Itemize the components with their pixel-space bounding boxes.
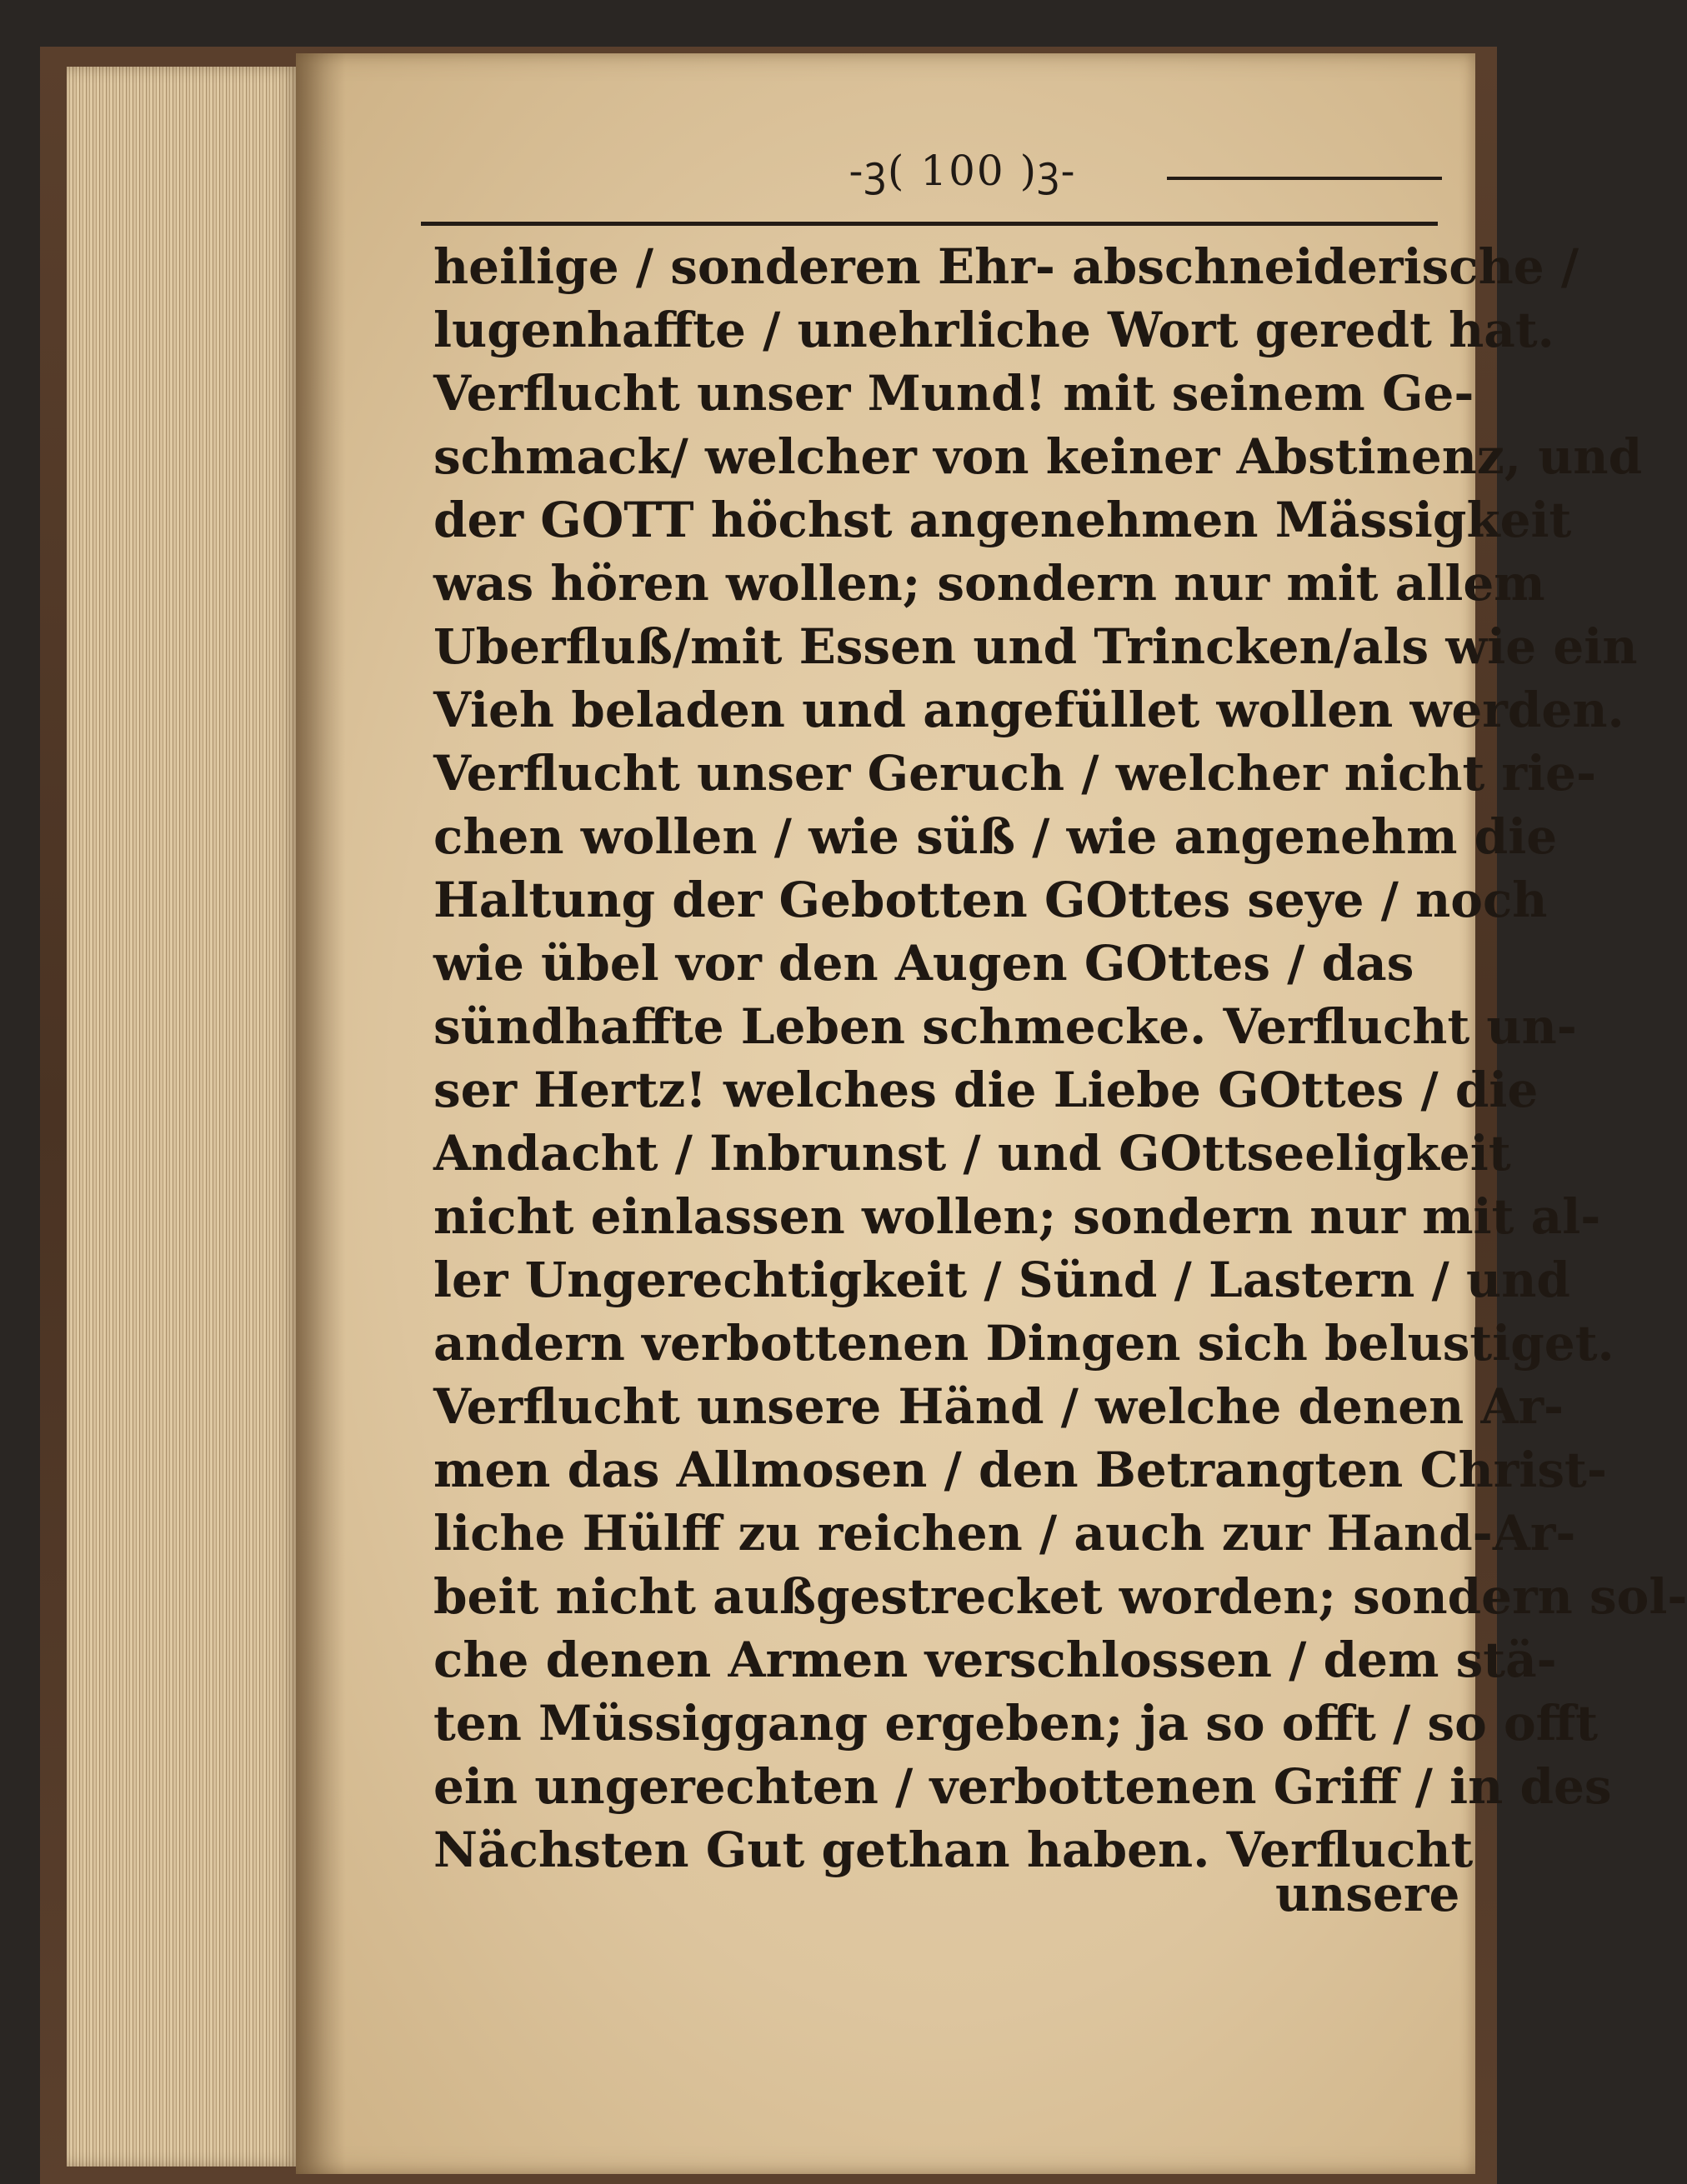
text-line: chen wollen / wie süß / wie angenehm die xyxy=(433,808,1558,865)
text-line: andern verbottenen Dingen sich belustiget. xyxy=(433,1315,1614,1372)
text-line: wie übel vor den Augen GOttes / das xyxy=(433,935,1414,992)
text-line: ten Müssiggang ergeben; ja so offt / so offt xyxy=(433,1695,1599,1752)
spine-shadow xyxy=(296,53,346,2174)
text-line: ein ungerechten / verbottenen Griff / in des xyxy=(433,1758,1612,1815)
text-line: der GOTT höchst angenehmen Mässigkeit xyxy=(433,492,1572,548)
text-line: ler Ungerechtigkeit / Sünd / Lastern / und xyxy=(433,1252,1570,1308)
header-rule xyxy=(421,222,1438,226)
text-line: ser Hertz! welches die Liebe GOttes / die xyxy=(433,1062,1539,1118)
text-line: men das Allmosen / den Betrangten Christ- xyxy=(433,1442,1607,1498)
page-edges xyxy=(67,67,300,2167)
text-line: was hören wollen; sondern nur mit allem xyxy=(433,555,1545,612)
page-header: -ꝫ( 100 )ꝫ- xyxy=(849,147,1077,195)
text-line: nicht einlassen wollen; sondern nur mit al- xyxy=(433,1188,1601,1245)
text-line: lugenhaffte / unehrliche Wort geredt hat. xyxy=(433,302,1554,358)
text-line: che denen Armen verschlossen / dem stä- xyxy=(433,1632,1557,1688)
text-line: Andacht / Inbrunst / und GOttseeligkeit xyxy=(433,1125,1511,1182)
text-line: beit nicht außgestrecket worden; sondern sol- xyxy=(433,1568,1687,1625)
body-text xyxy=(433,235,1687,1882)
text-line: Haltung der Gebotten GOttes seye / noch xyxy=(433,872,1548,928)
text-line: Nächsten Gut gethan haben. Verflucht xyxy=(433,1822,1474,1878)
text-line: schmack/ welcher von keiner Abstinenz, und xyxy=(433,428,1643,485)
text-line: Verflucht unser Geruch / welcher nicht rie- xyxy=(433,745,1597,802)
text-line: Verflucht unsere Händ / welche denen Ar- xyxy=(433,1378,1564,1435)
text-line: liche Hülff zu reichen / auch zur Hand-Ar- xyxy=(433,1505,1576,1562)
header-rule-right xyxy=(1167,177,1442,180)
text-line: Verflucht unser Mund! mit seinem Ge- xyxy=(433,365,1474,422)
catchword: unsere xyxy=(1275,1866,1460,1922)
text-line: Vieh beladen und angefüllet wollen werden. xyxy=(433,682,1624,738)
text-line: Uberfluß/mit Essen und Trincken/als wie ein xyxy=(433,618,1638,675)
text-line: sündhaffte Leben schmecke. Verflucht un- xyxy=(433,998,1577,1055)
text-line: heilige / sonderen Ehr- abschneiderische / xyxy=(433,238,1579,295)
